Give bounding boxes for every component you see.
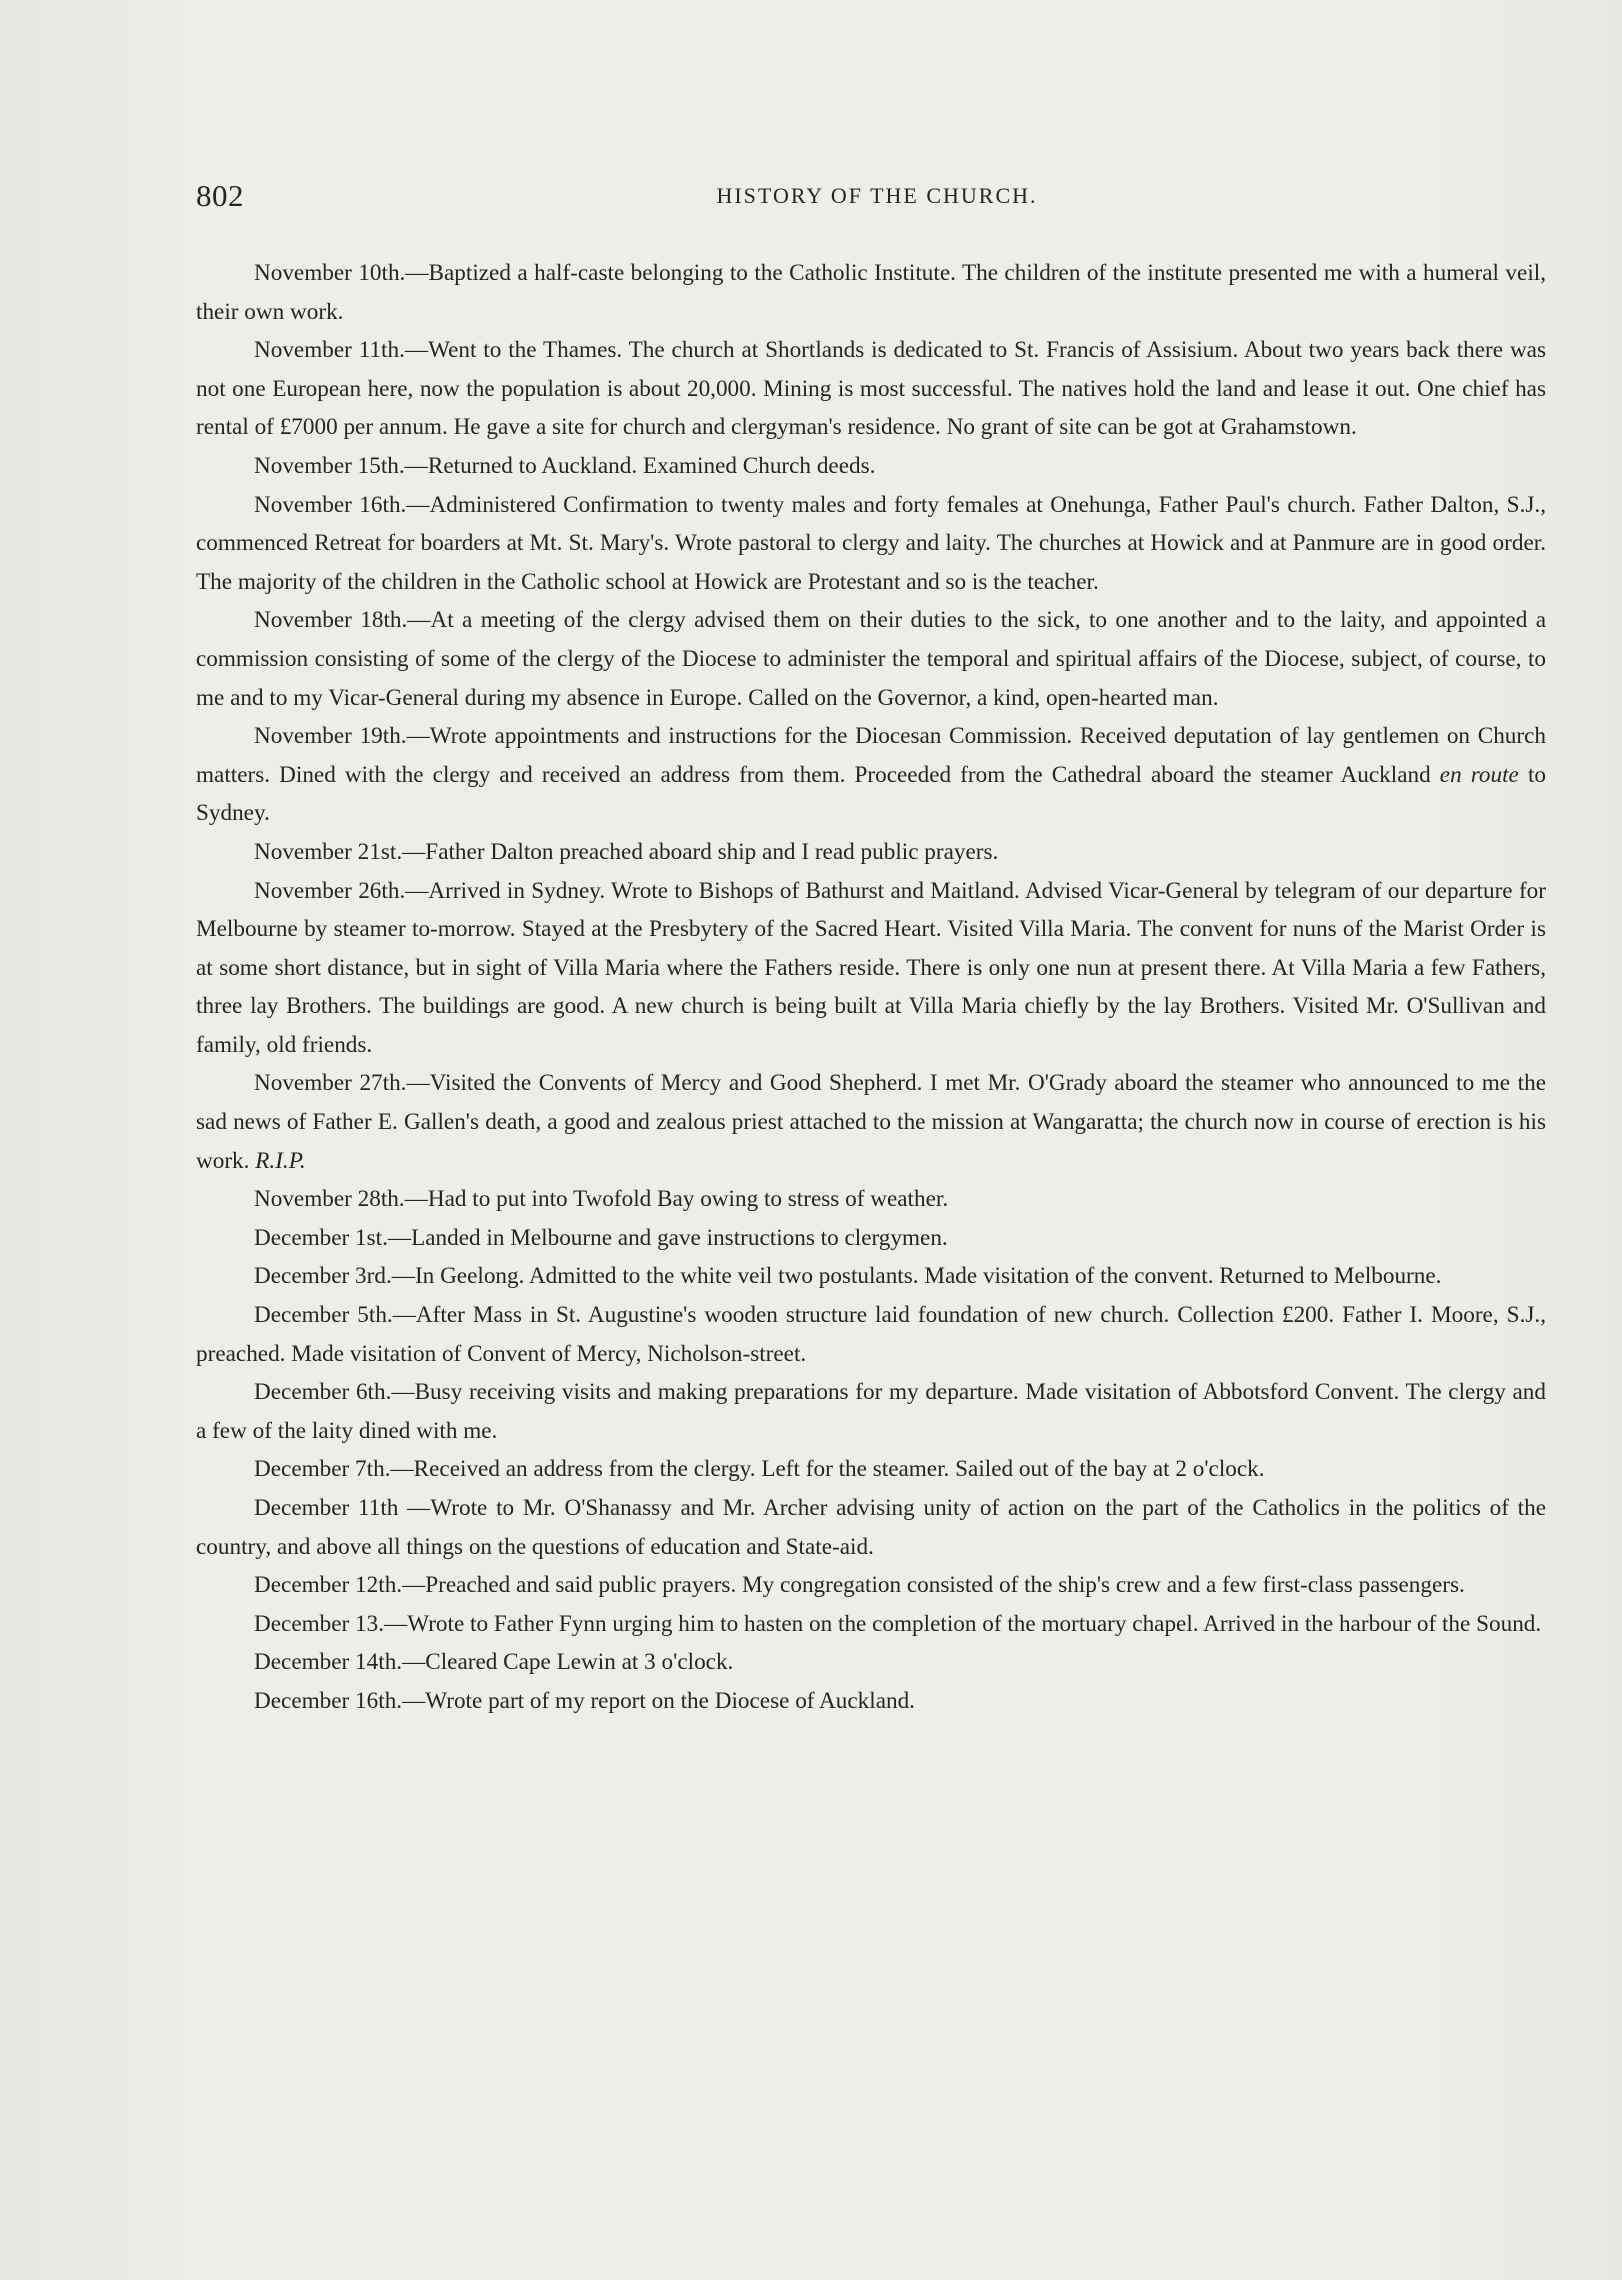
entry-text: November 19th.—Wrote appointments and instructions for the Diocesan Commission. Received deputation of lay gentlemen on Church matters. Dined with the clergy and received an address from them. Proceeded from the Cathedral aboard the steamer Auckland — [196, 723, 1546, 788]
diary-entry-nov-18: November 18th.—At a meeting of the clergy advised them on their duties to the sick, to one another and to the laity, and appointed a commission consisting of some of the clergy of the Diocese to administer the temporal and spiritual affairs of the Diocese, subject, of course, to me and to my Vicar-General during my absence in Europe. Called on the Governor, a kind, open-hearted man. — [196, 607, 1546, 711]
diary-entry-nov-15: November 15th.—Returned to Auckland. Examined Church deeds. — [254, 452, 876, 479]
diary-entry-dec-6: December 6th.—Busy receiving visits and making preparations for my departure. Made visitation of Abbotsford Convent. The clergy and a few of the laity dined with me. — [196, 1379, 1546, 1444]
italic-phrase: en route — [1439, 761, 1519, 788]
diary-entry-dec-1: December 1st.—Landed in Melbourne and gave instructions to clergymen. — [254, 1224, 948, 1251]
diary-entry-dec-3: December 3rd.—In Geelong. Admitted to the white veil two postulants. Made visitation of the convent. Returned to Melbourne. — [254, 1263, 1442, 1290]
diary-entry-nov-11: November 11th.—Went to the Thames. The church at Shortlands is dedicated to St. Francis of Assisium. About two years back there was not one European here, now the population is about 20,000. Mining is most successful. The natives hold the land and lease it out. One chief has rental of £7000 per annum. He gave a site for church and clergyman's residence. No grant of site can be got at Grahamstown. — [196, 337, 1546, 441]
running-title: HISTORY OF THE CHURCH. — [716, 183, 1038, 208]
diary-entry-nov-21: November 21st.—Father Dalton preached aboard ship and I read public prayers. — [254, 838, 999, 865]
diary-entry-dec-13: December 13.—Wrote to Father Fynn urging him to hasten on the completion of the mortuary chapel. Arrived in the harbour of the Sound. — [254, 1610, 1542, 1637]
diary-entry-dec-11: December 11th —Wrote to Mr. O'Shanassy and Mr. Archer advising unity of action on the part of the Catholics in the politics of the country, and above all things on the questions of education and State-aid. — [196, 1495, 1546, 1560]
diary-entry-nov-19 — [196, 717, 1546, 833]
diary-entry-nov-10: November 10th.—Baptized a half-caste belonging to the Catholic Institute. The children of the institute presented me with a humeral veil, their own work. — [196, 260, 1546, 325]
diary-entry-dec-16: December 16th.—Wrote part of my report on the Diocese of Auckland. — [254, 1687, 915, 1714]
entry-text: to Sydney. — [196, 761, 1546, 827]
diary-entry-dec-5: December 5th.—After Mass in St. Augustine's wooden structure laid foundation of new church. Collection £200. Father I. Moore, S.J., preached. Made visitation of Convent of Mercy, Nicholson-street. — [196, 1302, 1546, 1367]
diary-entry-nov-28: November 28th.—Had to put into Twofold Bay owing to stress of weather. — [254, 1186, 949, 1213]
diary-entry-dec-14: December 14th.—Cleared Cape Lewin at 3 o'clock. — [254, 1649, 734, 1676]
diary-entry-nov-16: November 16th.—Administered Confirmation to twenty males and forty females at Onehunga, Father Paul's church. Father Dalton, S.J., commenced Retreat for boarders at Mt. St. Mary's. Wrote pastoral to clergy and laity. The churches at Howick and at Panmure are in good order. The majority of the children in the Catholic school at Howick are Protestant and so is the teacher. — [196, 491, 1546, 595]
entry-text: November 27th.—Visited the Convents of Mercy and Good Shepherd. I met Mr. O'Grady aboard the steamer who announced to me the sad news of Father E. Gallen's death, a good and zealous priest attached to the mission at Wangaratta; the church now in course of erection is his work. — [196, 1070, 1546, 1174]
italic-phrase: R.I.P. — [255, 1147, 306, 1174]
diary-entry-nov-26: November 26th.—Arrived in Sydney. Wrote to Bishops of Bathurst and Maitland. Advised Vicar-General by telegram of our departure for Melbourne by steamer to-morrow. Stayed at the Presbytery of the Sacred Heart. Visited Villa Maria. The convent for nuns of the Marist Order is at some short distance, but in sight of Villa Maria where the Fathers reside. There is only one nun at present there. At Villa Maria a few Fathers, three lay Brothers. The buildings are good. A new church is being built at Villa Maria chiefly by the lay Brothers. Visited Mr. O'Sullivan and family, old friends. — [196, 877, 1546, 1058]
page-header — [196, 178, 1546, 218]
body-text — [196, 254, 1546, 1721]
diary-entry-dec-7: December 7th.—Received an address from the clergy. Left for the steamer. Sailed out of the bay at 2 o'clock. — [254, 1456, 1265, 1483]
diary-entry-nov-27 — [196, 1064, 1546, 1180]
page-number: 802 — [196, 178, 244, 213]
diary-entry-dec-12: December 12th.—Preached and said public prayers. My congregation consisted of the ship's crew and a few first-class passengers. — [254, 1572, 1465, 1599]
